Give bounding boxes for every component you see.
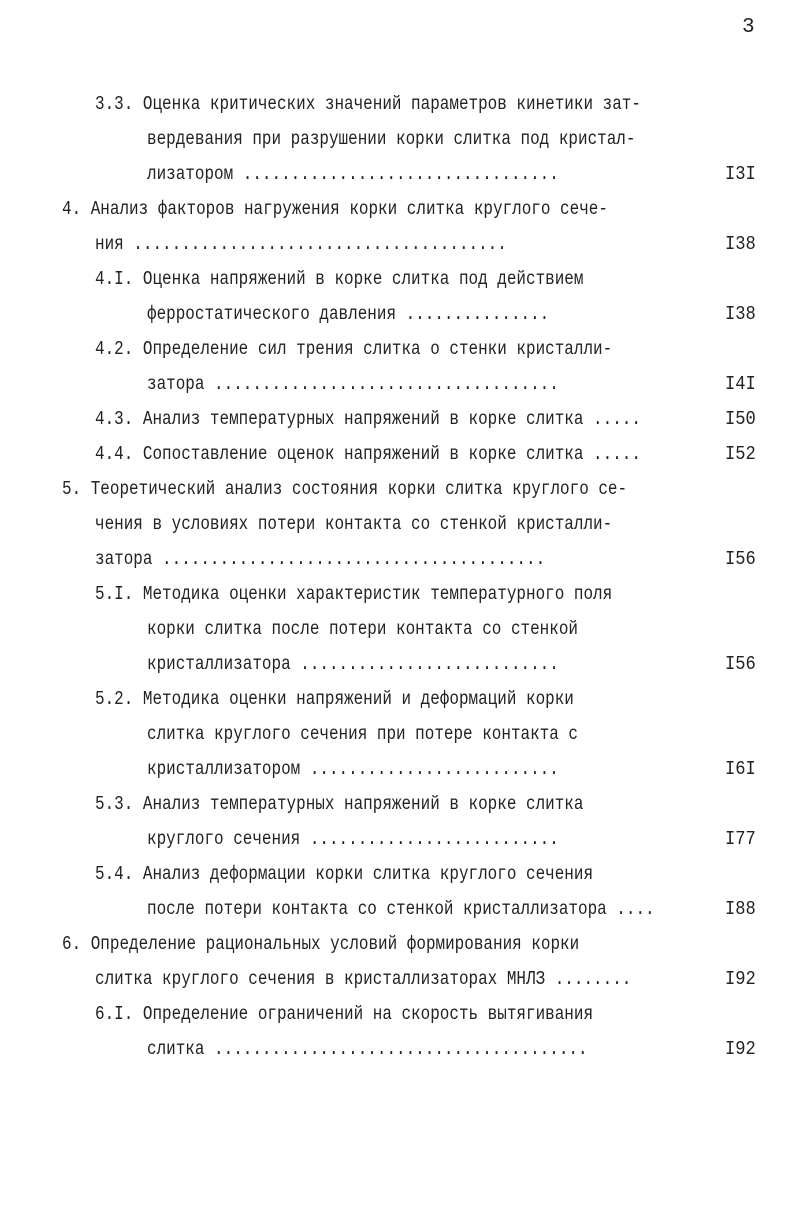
toc-line: затора ........................................ [95,548,546,570]
toc-page-ref: I6I [725,758,756,780]
toc-line: 5.I. Методика оценки характеристик температурного поля [95,583,613,605]
toc-line: 3.3. Оценка критических значений параметров кинетики зат- [95,93,641,115]
toc-page-ref: I56 [725,653,756,675]
toc-line: 4.3. Анализ температурных напряжений в корке слитка ..... [95,408,641,430]
toc-line: кристаллизатором .......................... [147,758,559,780]
toc-line: 5.3. Анализ температурных напряжений в корке слитка [95,793,584,815]
toc-page-ref: I4I [725,373,756,395]
toc-line: слитка ....................................... [147,1038,588,1060]
toc-line: 6. Определение рациональных условий формирования корки [62,933,580,955]
toc-page-ref: I92 [725,1038,756,1060]
toc-line: корки слитка после потери контакта со стенкой [147,618,578,640]
toc-page-ref: I38 [725,303,756,325]
page-number: 3 [742,16,755,39]
toc-page-ref: I88 [725,898,756,920]
toc-line: 5.4. Анализ деформации корки слитка круглого сечения [95,863,594,885]
toc-line: кристаллизатора ........................... [147,653,559,675]
toc-line: ферростатического давления ............... [147,303,550,325]
toc-line: 4.4. Сопоставление оценок напряжений в корке слитка ..... [95,443,641,465]
toc-line: ния ....................................... [95,233,507,255]
toc-page-ref: I56 [725,548,756,570]
toc-line: вердевания при разрушении корки слитка под кристал- [147,128,636,150]
toc-line: после потери контакта со стенкой кристаллизатора .... [147,898,655,920]
toc-line: лизатором ................................. [147,163,559,185]
toc-line: круглого сечения .......................... [147,828,559,850]
toc-page-ref: I3I [725,163,756,185]
toc-page-ref: I77 [725,828,756,850]
toc-line: затора .................................... [147,373,559,395]
toc-page-ref: I92 [725,968,756,990]
toc-line: 6.I. Определение ограничений на скорость вытягивания [95,1003,594,1025]
toc-page-ref: I52 [725,443,756,465]
toc-line: слитка круглого сечения при потере контакта с [147,723,578,745]
toc-line: 4. Анализ факторов нагружения корки слитка круглого сече- [62,198,608,220]
toc-line: слитка круглого сечения в кристаллизаторах МНЛЗ ........ [95,968,632,990]
toc-line: 4.I. Оценка напряжений в корке слитка под действием [95,268,584,290]
toc-line: чения в условиях потери контакта со стенкой кристалли- [95,513,613,535]
toc-page-ref: I38 [725,233,756,255]
toc-line: 5.2. Методика оценки напряжений и деформаций корки [95,688,574,710]
toc-line: 5. Теоретический анализ состояния корки слитка круглого се- [62,478,628,500]
toc-page-ref: I50 [725,408,756,430]
toc-line: 4.2. Определение сил трения слитка о стенки кристалли- [95,338,613,360]
